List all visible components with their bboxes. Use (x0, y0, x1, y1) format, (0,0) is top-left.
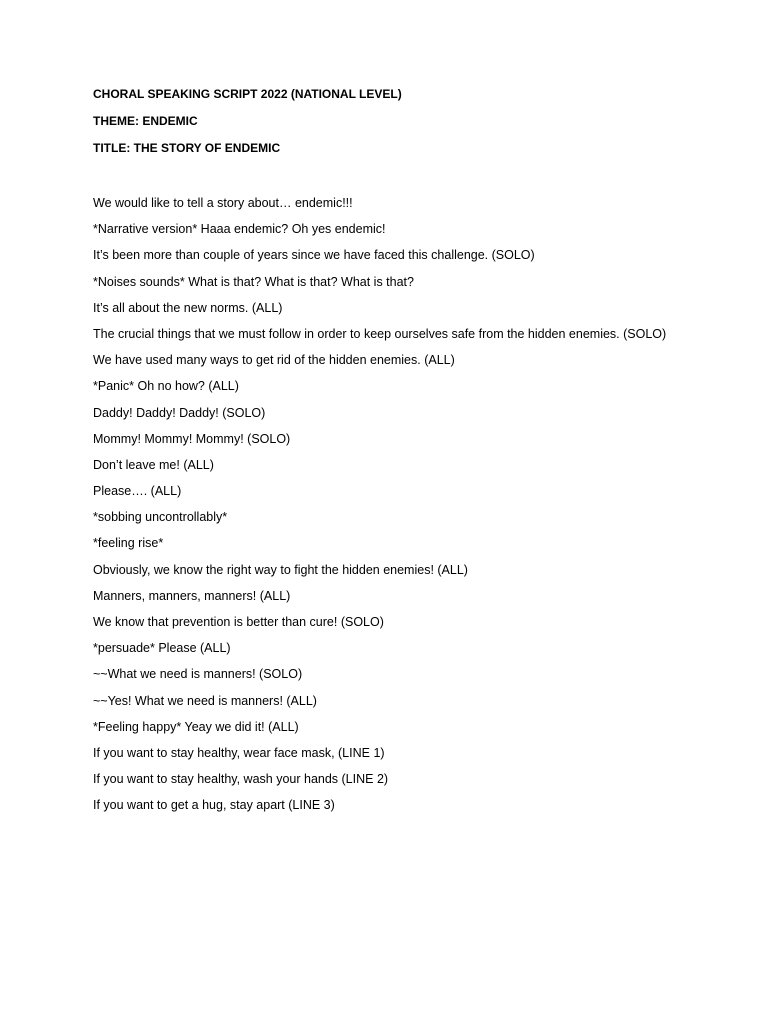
title-heading: TITLE: THE STORY OF ENDEMIC (93, 141, 281, 155)
blank-line (93, 167, 678, 195)
theme-heading: THEME: ENDEMIC (93, 114, 198, 128)
script-line: *sobbing uncontrollably* (93, 510, 228, 525)
script-line: We have used many ways to get rid of the hidden enemies. (ALL) (93, 353, 455, 368)
script-line: Mommy! Mommy! Mommy! (SOLO) (93, 431, 291, 446)
script-line: It’s been more than couple of years since we have faced this challenge. (SOLO) (93, 248, 535, 263)
script-line: *Narrative version* Haaa endemic? Oh yes endemic! (93, 222, 386, 237)
script-line: We know that prevention is better than cure! (SOLO) (93, 615, 384, 629)
script-line: Daddy! Daddy! Daddy! (SOLO) (93, 405, 266, 420)
script-line: *Feeling happy* Yeay we did it! (ALL) (93, 719, 299, 734)
script-line: *feeling rise* (93, 536, 164, 551)
script-line: We would like to tell a story about… endemic!!! (93, 196, 353, 210)
script-line: If you want to stay healthy, wear face mask, (LINE 1) (93, 745, 385, 760)
script-line: Obviously, we know the right way to fight the hidden enemies! (ALL) (93, 562, 468, 577)
script-line: ~~Yes! What we need is manners! (ALL) (93, 693, 317, 708)
script-title: CHORAL SPEAKING SCRIPT 2022 (NATIONAL LEVEL) (93, 87, 402, 101)
script-line: If you want to stay healthy, wash your hands (LINE 2) (93, 772, 389, 787)
script-line: It’s all about the new norms. (ALL) (93, 300, 283, 315)
script-line: Please…. (ALL) (93, 484, 182, 499)
script-line: *Noises sounds* What is that? What is that? What is that? (93, 274, 414, 289)
script-line: The crucial things that we must follow in order to keep ourselves safe from the hidden enemies. (SOLO) (93, 326, 667, 341)
document-body (93, 86, 678, 824)
script-line: Don’t leave me! (ALL) (93, 457, 214, 472)
script-line: Manners, manners, manners! (ALL) (93, 588, 291, 603)
script-line: ~~What we need is manners! (SOLO) (93, 667, 303, 682)
script-line: If you want to get a hug, stay apart (LINE 3) (93, 798, 335, 813)
script-line: *persuade* Please (ALL) (93, 641, 231, 656)
script-line: *Panic* Oh no how? (ALL) (93, 379, 239, 394)
